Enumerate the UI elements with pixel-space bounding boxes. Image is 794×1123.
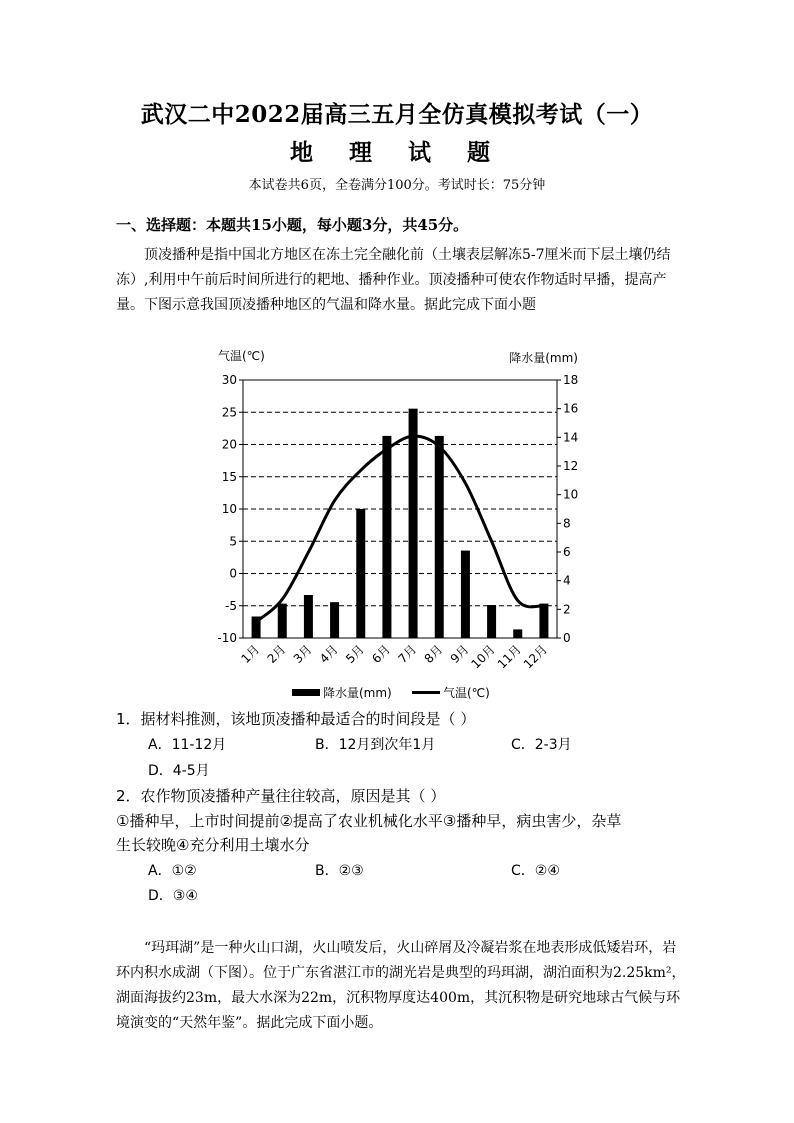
- right-axis-label: 降水量(mm): [509, 351, 578, 365]
- climate-chart: [200, 340, 600, 710]
- right-tick-labels: [557, 373, 578, 645]
- q2-option-b[interactable]: B．②③: [315, 863, 364, 879]
- legend-bar-swatch: [292, 689, 320, 696]
- precip-bar: [278, 604, 287, 638]
- section-heading: 一、选择题：本题共15小题，每小题3分，共45分。: [116, 216, 469, 234]
- left-tick-label: 0: [229, 566, 237, 581]
- month-label: 2月: [264, 642, 289, 667]
- left-tick-label: -10: [217, 631, 237, 645]
- right-tick-label: 16: [563, 401, 579, 416]
- precipitation-bars: [252, 409, 549, 638]
- month-label: 7月: [395, 642, 420, 667]
- month-label: 10月: [468, 642, 498, 672]
- question-1-stem: 1．据材料推测，该地顶凌播种最适合的时间段是（ ）: [116, 710, 476, 728]
- right-tick-label: 4: [563, 573, 571, 588]
- q2-option-c[interactable]: C．②④: [511, 863, 560, 879]
- month-label: 6月: [369, 642, 394, 667]
- q1-option-b[interactable]: B．12月到次年1月: [315, 737, 436, 753]
- precip-bar: [304, 595, 313, 638]
- question-2-stem: 2．农作物顶凌播种产量往往较高，原因是其（ ）: [116, 787, 446, 805]
- month-label: 5月: [343, 642, 367, 667]
- exam-info: 本试卷共6页，全卷满分100分。考试时长：75分钟: [248, 178, 546, 193]
- precip-bar: [461, 551, 470, 638]
- precip-bar: [435, 436, 444, 638]
- q1-option-c[interactable]: C．2-3月: [511, 737, 572, 753]
- left-axis-label: 气温(℃): [218, 349, 265, 363]
- month-tick-labels: [238, 642, 550, 671]
- right-tick-label: 12: [563, 459, 579, 473]
- left-tick-label: 30: [221, 373, 237, 387]
- precip-bar: [539, 604, 548, 638]
- legend-temp-label: 气温(℃): [443, 686, 490, 700]
- right-tick-label: 2: [563, 602, 571, 617]
- exam-title: 武汉二中2022届高三五月全仿真模拟考试（一）: [140, 101, 654, 128]
- precip-bar: [356, 509, 365, 638]
- q2-option-a[interactable]: A．①②: [148, 863, 197, 879]
- month-label: 8月: [421, 642, 446, 667]
- month-label: 1月: [238, 642, 263, 667]
- month-label: 4月: [316, 642, 341, 667]
- right-tick-label: 10: [563, 487, 579, 502]
- intro-paragraph: 顶凌播种是指中国北方地区在冻土完全融化前（土壤表层解冻5-7厘米而下层土壤仍结冻）,利用中午前后时间所进行的耙地、播种作业。顶凌播种可使农作物适时早播，提高产量。下图示意我国顶凌播种地区的气温和降水量。据此完成下面小题: [116, 247, 671, 313]
- precip-bar: [382, 436, 391, 638]
- precip-bar: [330, 602, 339, 638]
- precip-bar: [513, 629, 522, 638]
- left-tick-label: 5: [229, 534, 237, 549]
- left-tick-label: 15: [221, 469, 237, 484]
- question-2-stem-line3: 生长较晚④充分利用土壤水分: [116, 836, 310, 854]
- right-tick-label: 18: [563, 373, 579, 387]
- right-tick-label: 8: [563, 516, 571, 531]
- temperature-line: [256, 436, 544, 622]
- precip-bar: [487, 605, 496, 638]
- month-label: 12月: [520, 642, 551, 672]
- month-label: 9月: [447, 642, 472, 667]
- q1-option-a[interactable]: A．11-12月: [148, 737, 227, 753]
- right-tick-label: 6: [563, 545, 571, 559]
- precip-bar: [409, 409, 418, 638]
- q2-option-d[interactable]: D．③④: [148, 888, 198, 904]
- left-tick-label: 10: [221, 502, 237, 516]
- temperature-curve: [256, 436, 544, 622]
- left-tick-label: -5: [225, 598, 237, 613]
- month-label: 11月: [494, 642, 524, 672]
- left-tick-label: 20: [221, 437, 237, 452]
- right-tick-label: 14: [563, 430, 579, 445]
- left-tick-label: 25: [221, 405, 237, 420]
- chart-legend: [292, 685, 490, 700]
- subject-title: 地 理 试 题: [289, 139, 505, 166]
- month-label: 3月: [290, 642, 315, 667]
- right-tick-label: 0: [563, 631, 571, 645]
- passage-2: “玛珥湖”是一种火山口湖，火山喷发后，火山碎屑及冷凝岩浆在地表形成低矮岩环，岩环内积水成湖（下图）。位于广东省湛江市的湖光岩是典型的玛珥湖，湖泊面积为2.25km²，湖面海拔约23m，最大水深为22m，沉积物厚度达400m，其沉积物是研究地球古气候与环境演变的“天然年鉴”。据此完成下面小题。: [116, 940, 686, 1031]
- question-2-stem-line2: ①播种早，上市时间提前②提高了农业机械化水平③播种早，病虫害少，杂草: [116, 812, 622, 830]
- legend-precip-label: 降水量(mm): [323, 686, 392, 700]
- left-tick-labels: [217, 373, 243, 645]
- q1-option-d[interactable]: D．4-5月: [148, 763, 210, 779]
